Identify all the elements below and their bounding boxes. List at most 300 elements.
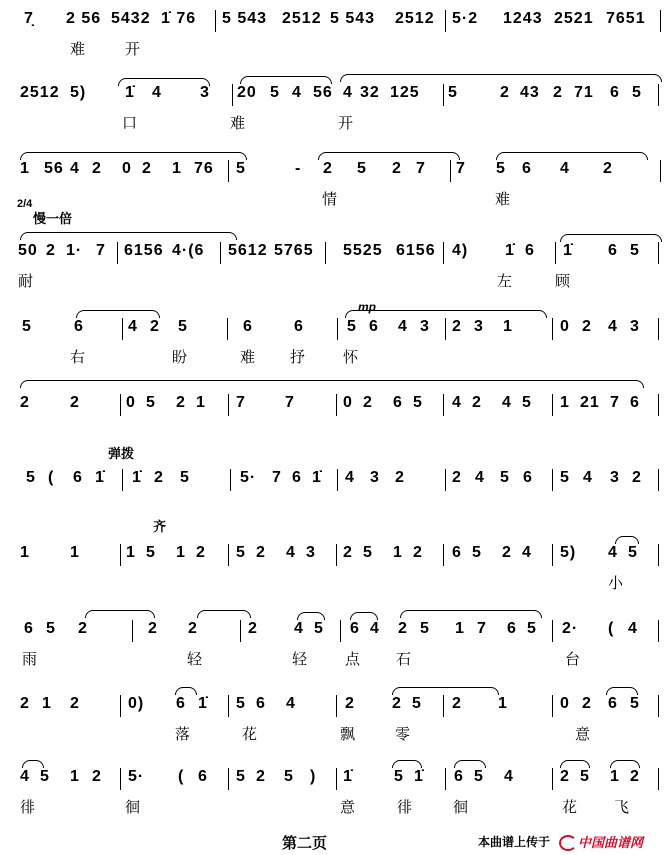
bar-line <box>552 695 553 717</box>
note: 2 <box>150 318 160 335</box>
bar-line <box>120 544 121 566</box>
note: 7 <box>236 394 246 411</box>
note: 5432 <box>111 10 151 27</box>
bar-line <box>658 394 659 416</box>
bar-line <box>443 242 444 264</box>
lyric: 盼 <box>172 349 188 366</box>
instrument-mark: 弹拨 <box>108 446 135 461</box>
note: 1 <box>20 160 30 177</box>
note: 2 <box>70 394 80 411</box>
note: 4 <box>343 84 353 101</box>
note: 5612 <box>228 242 268 259</box>
note: 2 <box>452 469 462 486</box>
note: 2 <box>392 695 402 712</box>
slur <box>197 610 251 618</box>
note: 2 <box>500 84 510 101</box>
notation-line <box>0 316 668 342</box>
note: 1̇ <box>95 469 105 486</box>
bar-line <box>232 84 233 106</box>
bar-line <box>552 469 553 491</box>
lyric: 口 <box>122 115 138 132</box>
note: 3 <box>420 318 430 335</box>
bar-line <box>443 695 444 717</box>
lyric: 雨 <box>22 651 38 668</box>
site-logo-icon <box>559 835 577 851</box>
note: 2 <box>452 695 462 712</box>
site-logo-text: 中国曲谱网 <box>578 835 644 850</box>
lyric: 轻 <box>292 651 308 668</box>
note: 4 <box>398 318 408 335</box>
lyric: 情 <box>322 191 338 208</box>
note: 3 <box>200 84 210 101</box>
note: 71 <box>574 84 594 101</box>
note: 6 <box>350 620 360 637</box>
lyric: 抒 <box>290 349 306 366</box>
note: 5 <box>500 469 510 486</box>
note: 5 <box>630 242 640 259</box>
bar-line <box>336 544 337 566</box>
bar-line <box>555 242 556 264</box>
note: 2 <box>502 544 512 561</box>
note: 1 <box>176 544 186 561</box>
slur <box>85 610 155 618</box>
lyric: 花 <box>562 799 578 816</box>
note: 1 <box>503 318 513 335</box>
note: 20 <box>237 84 257 101</box>
note: 4 <box>152 84 162 101</box>
lyric: 难 <box>495 191 511 208</box>
note: 4 <box>522 544 532 561</box>
bar-line <box>220 242 221 264</box>
bar-line <box>552 768 553 790</box>
bar-line <box>658 469 659 491</box>
bar-line <box>443 544 444 566</box>
note: 0 <box>560 695 570 712</box>
note: 2 <box>92 768 102 785</box>
note: 2 <box>142 160 152 177</box>
note: 6 <box>630 394 640 411</box>
bar-line <box>228 394 229 416</box>
note: 2 <box>582 318 592 335</box>
lyric: 徊 <box>453 799 469 816</box>
notation-line <box>0 392 668 418</box>
note: 7 <box>610 394 620 411</box>
note: 6 <box>73 469 83 486</box>
note: ( <box>608 620 615 637</box>
notation-line <box>0 82 668 108</box>
slur <box>340 74 662 82</box>
lyric: 轻 <box>187 651 203 668</box>
note: 2 <box>553 84 563 101</box>
note: 1 <box>70 544 80 561</box>
note: 6 <box>522 160 532 177</box>
note: 5 <box>580 768 590 785</box>
note: 5 <box>178 318 188 335</box>
bar-line <box>228 160 229 182</box>
note: 2 <box>323 160 333 177</box>
note: 5525 <box>343 242 383 259</box>
note: 2 <box>78 620 88 637</box>
note: 5 <box>347 318 357 335</box>
note: 0 <box>560 318 570 335</box>
note: 3 <box>370 469 380 486</box>
lyric: 左 <box>497 273 513 290</box>
note: 2 <box>188 620 198 637</box>
note: 2512 <box>282 10 322 27</box>
note: 4 <box>628 620 638 637</box>
bar-line <box>552 620 553 642</box>
note: 2 <box>343 544 353 561</box>
note: 2 <box>70 695 80 712</box>
bar-line <box>228 695 229 717</box>
note: 1 <box>126 544 136 561</box>
lyric: 点 <box>345 651 361 668</box>
bar-line <box>122 318 123 340</box>
note: 5 <box>22 318 32 335</box>
note: 5 <box>363 544 373 561</box>
note: 5 <box>357 160 367 177</box>
lyric: 怀 <box>343 349 359 366</box>
note: 6156 <box>396 242 436 259</box>
slur <box>400 610 542 618</box>
note: 1̇ <box>505 242 515 259</box>
note: 4 <box>560 160 570 177</box>
bar-line <box>443 394 444 416</box>
note: 2 <box>176 394 186 411</box>
page-label: 第二页 <box>282 835 328 852</box>
page-footer <box>0 830 668 854</box>
note: 43 <box>520 84 540 101</box>
note: 4) <box>452 242 469 259</box>
note: 2 <box>603 160 613 177</box>
note: 6 <box>176 695 186 712</box>
note: 4 <box>370 620 380 637</box>
note: 4 <box>504 768 514 785</box>
note: 1 <box>498 695 508 712</box>
note: 6 <box>525 242 535 259</box>
note: 5 <box>236 695 246 712</box>
note: 5 <box>420 620 430 637</box>
lyric: 台 <box>565 651 581 668</box>
notation-line <box>0 467 668 493</box>
note: 76 <box>194 160 214 177</box>
bar-line <box>120 695 121 717</box>
note: 2· <box>562 620 579 637</box>
note: 5 <box>146 544 156 561</box>
note: 2 <box>92 160 102 177</box>
lyric: 小 <box>608 575 624 592</box>
note: 2 <box>196 544 206 561</box>
note: 5 <box>496 160 506 177</box>
note: 4 <box>294 620 304 637</box>
note: 2 <box>630 768 640 785</box>
note: 2512 <box>395 10 435 27</box>
note: 1̇ <box>125 84 135 101</box>
bar-line <box>658 768 659 790</box>
note: 7 <box>477 620 487 637</box>
note: 4 <box>608 544 618 561</box>
note: 4 <box>608 318 618 335</box>
note: 5 <box>314 620 324 637</box>
bar-line <box>660 10 661 32</box>
note: 4 <box>70 160 80 177</box>
note: 2 <box>46 242 56 259</box>
note: 5 <box>236 768 246 785</box>
note: 2 56 <box>66 10 102 27</box>
note: 7 <box>285 394 295 411</box>
note: 6 <box>292 469 302 486</box>
note: 3 <box>610 469 620 486</box>
note: 2 <box>345 695 355 712</box>
note: 6 <box>523 469 533 486</box>
note: 21 <box>580 394 600 411</box>
note: 0 <box>126 394 136 411</box>
note: 1 <box>42 695 52 712</box>
bar-line <box>552 544 553 566</box>
note: 5 543 <box>330 10 376 27</box>
note: 2512 <box>20 84 60 101</box>
note: 3 <box>474 318 484 335</box>
note: 2 <box>560 768 570 785</box>
bar-line <box>658 544 659 566</box>
note: 5 <box>394 768 404 785</box>
note: 4 <box>345 469 355 486</box>
notation-line <box>0 542 668 568</box>
note: 2 <box>452 318 462 335</box>
note: 6 <box>507 620 517 637</box>
note: 1 <box>172 160 182 177</box>
note: 5 <box>630 695 640 712</box>
dynamic-mark: mp <box>358 300 376 314</box>
note: 5 <box>284 768 294 785</box>
note: 6 <box>198 768 208 785</box>
note: 1̇ <box>563 242 573 259</box>
bar-line <box>658 620 659 642</box>
note: 0) <box>128 695 145 712</box>
lyric: 难 <box>230 115 246 132</box>
note: 5765 <box>274 242 314 259</box>
note: 5 <box>146 394 156 411</box>
note: 4 <box>502 394 512 411</box>
bar-line <box>228 544 229 566</box>
note: 5 <box>180 469 190 486</box>
bar-line <box>445 318 446 340</box>
note: 6 <box>294 318 304 335</box>
tempo-mark: 慢一倍 <box>33 211 73 226</box>
lyric: 飘 <box>340 726 356 743</box>
note: 4 <box>286 695 296 712</box>
bar-line <box>658 695 659 717</box>
bar-line <box>120 394 121 416</box>
note: 7 <box>416 160 426 177</box>
note: 4 <box>286 544 296 561</box>
note: 6 <box>393 394 403 411</box>
note: 4·(6 <box>172 242 205 259</box>
note: ( <box>48 469 55 486</box>
note: 1 <box>560 394 570 411</box>
note: 5 <box>26 469 36 486</box>
note: 7̣ <box>24 10 34 27</box>
note: 4 <box>20 768 30 785</box>
bar-line <box>337 469 338 491</box>
note: 3 <box>306 544 316 561</box>
note: 4 <box>475 469 485 486</box>
bar-line <box>230 469 231 491</box>
note: 2 <box>154 469 164 486</box>
note: 1· <box>66 242 83 259</box>
note: 56 <box>44 160 64 177</box>
note: 5 <box>527 620 537 637</box>
lyric: 石 <box>396 651 412 668</box>
note: 4 <box>128 318 138 335</box>
note: 5) <box>560 544 577 561</box>
lyric: 开 <box>338 115 354 132</box>
note: 2521 <box>554 10 594 27</box>
note: 5) <box>70 84 87 101</box>
note: 7 <box>272 469 282 486</box>
note: - <box>295 160 302 177</box>
note: 1 <box>455 620 465 637</box>
lyric: 徊 <box>125 799 141 816</box>
note: 1̇ <box>343 768 353 785</box>
note: 6 <box>452 544 462 561</box>
note: 1243 <box>503 10 543 27</box>
note: 6 <box>243 318 253 335</box>
bar-line <box>336 695 337 717</box>
note: 1 <box>20 544 30 561</box>
note: 5 543 <box>222 10 268 27</box>
lyric: 飞 <box>614 799 630 816</box>
bar-line <box>445 469 446 491</box>
bar-line <box>658 318 659 340</box>
bar-line <box>658 242 659 264</box>
notation-line <box>0 158 668 184</box>
lyric: 难 <box>70 41 86 58</box>
note: 2 <box>248 620 258 637</box>
notation-line <box>0 8 668 34</box>
lyric: 意 <box>575 726 591 743</box>
lyric: 难 <box>240 349 256 366</box>
note: 5· <box>240 469 257 486</box>
lyric: 徘 <box>397 799 413 816</box>
lyric: 徘 <box>20 799 36 816</box>
note: 2 <box>395 469 405 486</box>
note: 5 <box>522 394 532 411</box>
note: 1̇ <box>414 768 424 785</box>
note: 6 <box>256 695 266 712</box>
lyric: 顾 <box>555 273 571 290</box>
note: 1 <box>393 544 403 561</box>
note: 5· <box>128 768 145 785</box>
bar-line <box>660 160 661 182</box>
lyric: 意 <box>340 799 356 816</box>
lyric: 开 <box>125 41 141 58</box>
note: 50 <box>18 242 38 259</box>
note: 6 <box>608 242 618 259</box>
note: 125 <box>390 84 420 101</box>
bar-line <box>336 394 337 416</box>
note: 5 <box>632 84 642 101</box>
note: 5 <box>413 394 423 411</box>
note: 6 <box>369 318 379 335</box>
note: 2 <box>20 394 30 411</box>
note: 32 <box>360 84 380 101</box>
note: 5 <box>46 620 56 637</box>
bar-line <box>240 620 241 642</box>
note: 56 <box>313 84 333 101</box>
bar-line <box>132 620 133 642</box>
note: 2 <box>20 695 30 712</box>
slur <box>20 232 237 240</box>
bar-line <box>325 242 326 264</box>
note: 4 <box>583 469 593 486</box>
note: 6 <box>454 768 464 785</box>
note: 2 <box>148 620 158 637</box>
bar-line <box>227 318 228 340</box>
note: 5 <box>270 84 280 101</box>
bar-line <box>445 10 446 32</box>
note: 5 <box>448 84 458 101</box>
bar-line <box>443 84 444 106</box>
note: 2 <box>256 768 266 785</box>
notation-line <box>0 766 668 792</box>
note: 1 <box>70 768 80 785</box>
note: 5·2 <box>452 10 479 27</box>
lyric: 耐 <box>18 273 34 290</box>
note: 1̇ <box>198 695 208 712</box>
note: 0 <box>343 394 353 411</box>
upload-note: 本曲谱上传于 <box>478 835 551 849</box>
note: ) <box>310 768 317 785</box>
notation-line <box>0 618 668 644</box>
bar-line <box>122 469 123 491</box>
note: ( <box>178 768 185 785</box>
note: 2 <box>256 544 266 561</box>
bar-line <box>117 242 118 264</box>
note: 6156 <box>124 242 164 259</box>
lyric: 零 <box>395 726 411 743</box>
bar-line <box>658 84 659 106</box>
notation-line <box>0 240 668 266</box>
bar-line <box>228 768 229 790</box>
bar-line <box>215 10 216 32</box>
bar-line <box>336 768 337 790</box>
note: 1 <box>196 394 206 411</box>
note: 5 <box>236 544 246 561</box>
note: 6 <box>608 695 618 712</box>
bar-line <box>337 318 338 340</box>
note: 2 <box>363 394 373 411</box>
bar-line <box>552 318 553 340</box>
note: 7651 <box>606 10 646 27</box>
note: 4 <box>292 84 302 101</box>
note: 5 <box>236 160 246 177</box>
lyric: 花 <box>242 726 258 743</box>
note: 5 <box>628 544 638 561</box>
note: 6 <box>74 318 84 335</box>
note: 2 <box>632 469 642 486</box>
note: 7 <box>456 160 466 177</box>
bar-line <box>450 160 451 182</box>
note: 5 <box>474 768 484 785</box>
ensemble-mark: 齐 <box>153 519 167 534</box>
note: 2 <box>582 695 592 712</box>
lyric: 落 <box>175 726 191 743</box>
note: 1 <box>610 768 620 785</box>
bar-line <box>445 768 446 790</box>
bar-line <box>552 394 553 416</box>
note: 3 <box>630 318 640 335</box>
